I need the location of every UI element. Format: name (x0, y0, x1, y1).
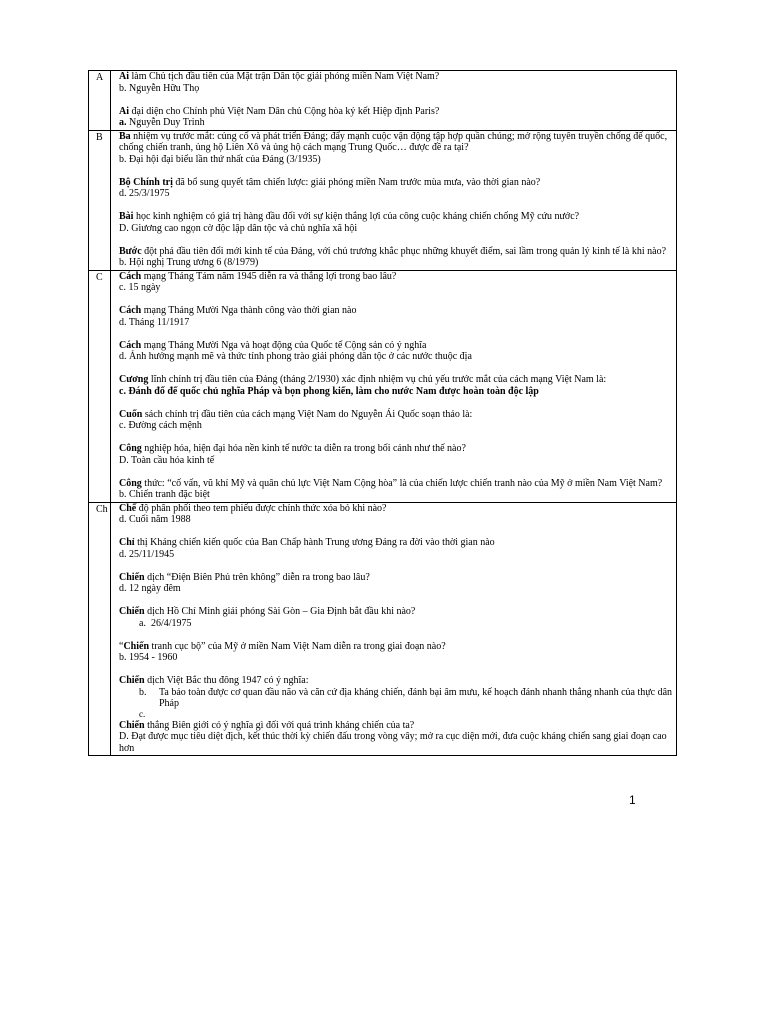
qa-item (119, 409, 673, 432)
question-text: thị Kháng chiến kiến quốc của Ban Chấp hành Trung ương Đảng ra đời vào thời gian nào (134, 537, 495, 548)
answer-text: c. Đường cách mệnh (119, 420, 202, 431)
answer (119, 489, 673, 501)
qa-item (119, 537, 673, 560)
question-text: dịch Việt Bắc thu đông 1947 có ý nghĩa: (144, 675, 309, 686)
qa-item (119, 246, 673, 269)
question-text: lĩnh chính trị đầu tiên của Đảng (tháng 2/1930) xác định nhiệm vụ chủ yếu trước mắt của cách mạng Việt Nam là: (148, 374, 607, 385)
answer (119, 652, 673, 664)
answer (119, 317, 673, 329)
qa-item (119, 211, 673, 234)
question-keyword: Cách (119, 339, 142, 351)
section-body (111, 71, 677, 131)
question-keyword: Cương (119, 374, 149, 385)
answer (119, 223, 673, 235)
section-row (89, 71, 677, 131)
answer-text: d. Tháng 11/1917 (119, 316, 190, 328)
question-keyword: Chiến (119, 675, 145, 686)
question-text: đại diện cho Chính phủ Việt Nam Dân chủ Cộng hòa ký kết Hiệp định Paris? (129, 105, 440, 117)
question-text: độ phân phối theo tem phiếu được chính thức xóa bỏ khi nào? (136, 502, 387, 514)
question-text: mạng Tháng Mười Nga thành công vào thời gian nào (141, 305, 357, 316)
qa-item (119, 720, 673, 755)
answer-list-marker: a. (139, 617, 146, 629)
answer-text: b. Hội nghị Trung ương 6 (8/1979) (119, 257, 259, 268)
section-letter: C (89, 270, 111, 502)
question (119, 131, 673, 154)
answer-list-item (119, 618, 673, 630)
question-keyword: Chiến (119, 719, 145, 731)
answer-text: b. 1954 - 1960 (119, 652, 178, 663)
qa-item (119, 131, 673, 166)
question (119, 340, 673, 352)
question-keyword: Ai (119, 105, 129, 117)
qa-item (119, 271, 673, 294)
question-keyword: Chế (119, 502, 137, 514)
question-text: thắng Biên giới có ý nghĩa gì đối với quá trình kháng chiến của ta? (144, 719, 415, 731)
question (119, 246, 673, 258)
question-text: mạng Tháng Mười Nga và hoạt động của Quốc tế Cộng sản có ý nghĩa (141, 339, 427, 351)
answer-text: b. Nguyễn Hữu Thọ (119, 82, 200, 94)
answer (119, 731, 673, 754)
qa-table (88, 70, 677, 756)
qa-item (119, 177, 673, 200)
question (119, 305, 673, 317)
question-keyword: Ba (119, 130, 131, 142)
qa-item (119, 606, 673, 629)
question (119, 71, 673, 83)
qa-item (119, 71, 673, 94)
question-keyword: Cách (119, 305, 142, 316)
question (119, 409, 673, 421)
answer (119, 583, 673, 595)
question (119, 106, 673, 118)
answer-text: Ta bảo toàn được cơ quan đầu não và căn cứ địa kháng chiến, đánh bại âm mưu, kế hoạch đánh nhanh thắng nhanh của thực dân Pháp (159, 686, 673, 709)
question (119, 720, 673, 732)
answer (119, 117, 673, 129)
section-letter: A (89, 71, 111, 131)
question (119, 478, 673, 490)
qa-table-body (89, 71, 677, 756)
answer-list-marker: b. (139, 686, 147, 698)
answer-list-marker: c. (139, 708, 146, 719)
answer-list-item (119, 687, 673, 710)
question (119, 211, 673, 223)
answer (119, 154, 673, 166)
question-keyword: Chiến (119, 606, 145, 617)
answer-text: D. Giương cao ngọn cờ độc lập dân tộc và chủ nghĩa xã hội (119, 222, 358, 234)
question-text: nghiệp hóa, hiện đại hóa nền kinh tế nước ta diễn ra trong bối cảnh như thế nào? (141, 443, 466, 454)
section-letter: Ch (89, 502, 111, 756)
question-text: đã bổ sung quyết tâm chiến lược: giải phóng miền Nam trước mùa mưa, vào thời gian nào? (172, 176, 541, 188)
qa-item (119, 374, 673, 397)
answer-text: d. 12 ngày đêm (119, 583, 181, 594)
question (119, 606, 673, 618)
question-text: dịch “Điện Biên Phủ trên không” diễn ra trong bao lâu? (144, 571, 370, 583)
question-text: đột phá đầu tiên đổi mới kinh tế của Đảng, với chủ trương khắc phục những khuyết điểm, sai lầm trong quản lý kinh tế là khi nào? (141, 245, 667, 257)
qa-item (119, 503, 673, 526)
section-row (89, 130, 677, 270)
qa-item (119, 106, 673, 129)
qa-item (119, 572, 673, 595)
question (119, 177, 673, 189)
qa-item (119, 675, 673, 718)
answer (119, 257, 673, 269)
answer-text: b. Chiến tranh đặc biệt (119, 489, 210, 500)
question-keyword: Công (119, 443, 142, 454)
answer-option-letter: a. (119, 117, 127, 128)
answer-text: d. 25/3/1975 (119, 188, 170, 199)
qa-item (119, 305, 673, 328)
answer (119, 514, 673, 526)
question (119, 675, 673, 687)
question (119, 374, 673, 386)
section-body (111, 502, 677, 756)
answer-option-letter: c. (119, 385, 126, 397)
question-text: sách chính trị đầu tiên của cách mạng Việt Nam do Nguyễn Ái Quốc soạn thảo là: (142, 408, 473, 420)
section-body (111, 130, 677, 270)
question-keyword: Bộ Chính trị (119, 176, 173, 188)
question-text: làm Chủ tịch đầu tiên của Mặt trận Dân tộc giải phóng miền Nam Việt Nam? (129, 71, 440, 82)
question-keyword: Chiến (123, 640, 150, 652)
question-text: nhiệm vụ trước mắt: củng cố và phát triển Đảng; đẩy mạnh cuộc vận động tập hợp quần chúng; mở rộng tuyên truyền chống đế quốc, chống chiến tranh, ủng hộ Liên Xô và ủng hộ cách mạng Trung Quốc… được đề ra tại? (119, 130, 668, 153)
page-number: 1 (629, 793, 636, 807)
answer (119, 455, 673, 467)
question (119, 443, 673, 455)
qa-item (119, 641, 673, 664)
question (119, 271, 673, 283)
question-keyword: Chiến (119, 571, 145, 583)
question-keyword: Chỉ (119, 537, 135, 548)
question-text: tranh cục bộ” của Mỹ ở miền Nam Việt Nam diễn ra trong giai đoạn nào? (149, 640, 446, 652)
question-keyword: Bước (119, 245, 142, 257)
answer-text: D. Toàn cầu hóa kinh tế (119, 454, 215, 466)
section-body (111, 270, 677, 502)
answer (119, 549, 673, 561)
answer (119, 282, 673, 294)
answer (119, 351, 673, 363)
qa-item (119, 340, 673, 363)
answer-text: c. 15 ngày (119, 282, 161, 293)
answer-text: Đánh đổ đế quốc chủ nghĩa Pháp và bọn phong kiến, làm cho nước Nam được hoàn toàn độc lập (125, 385, 539, 397)
answer (119, 386, 673, 398)
answer-text: d. Ảnh hưởng mạnh mẽ và thức tỉnh phong trào giải phóng dân tộc ở các nước thuộc địa (119, 351, 472, 362)
question (119, 572, 673, 584)
answer-text: d. 25/11/1945 (119, 548, 175, 560)
section-row (89, 502, 677, 756)
section-row (89, 270, 677, 502)
qa-item (119, 478, 673, 501)
answer-text: 26/4/1975 (151, 617, 192, 629)
question (119, 503, 673, 515)
question-keyword: Cách (119, 270, 142, 282)
answer-text: d. Cuối năm 1988 (119, 514, 191, 525)
question-keyword: Cuốn (119, 408, 143, 420)
document-page (88, 70, 677, 756)
question-keyword: Công (119, 477, 142, 489)
question-keyword: Ai (119, 71, 129, 82)
question-text: học kinh nghiệm có giá trị hàng đầu đối với sự kiện thắng lợi của công cuộc kháng chiến chống Mỹ cứu nước? (133, 211, 580, 222)
question (119, 641, 673, 653)
answer (119, 83, 673, 95)
answer (119, 188, 673, 200)
question-text: dịch Hồ Chí Minh giải phóng Sài Gòn – Gia Định bắt đầu khi nào? (144, 606, 416, 617)
answer (119, 420, 673, 432)
question-text: thức: “cố vấn, vũ khí Mỹ và quân chủ lực Việt Nam Cộng hòa” là của chiến lược chiến tranh nào của Mỹ ở miền Nam Việt Nam? (141, 477, 663, 489)
question-open-quote: “ (119, 640, 124, 652)
question (119, 537, 673, 549)
answer-text: Nguyễn Duy Trinh (126, 117, 205, 128)
answer-text: D. Đạt được mục tiêu diệt địch, kết thúc thời kỳ chiến đấu trong vòng vây; mở ra cục diện mới, đưa cuộc kháng chiến sang giai đoạn cao hơn (119, 731, 667, 754)
qa-item (119, 443, 673, 466)
answer-text: b. Đại hội đại biểu lần thứ nhất của Đảng (3/1935) (119, 153, 321, 165)
section-letter: B (89, 130, 111, 270)
question-keyword: Bài (119, 211, 134, 222)
question-text: mạng Tháng Tám năm 1945 diễn ra và thắng lợi trong bao lâu? (141, 270, 397, 282)
